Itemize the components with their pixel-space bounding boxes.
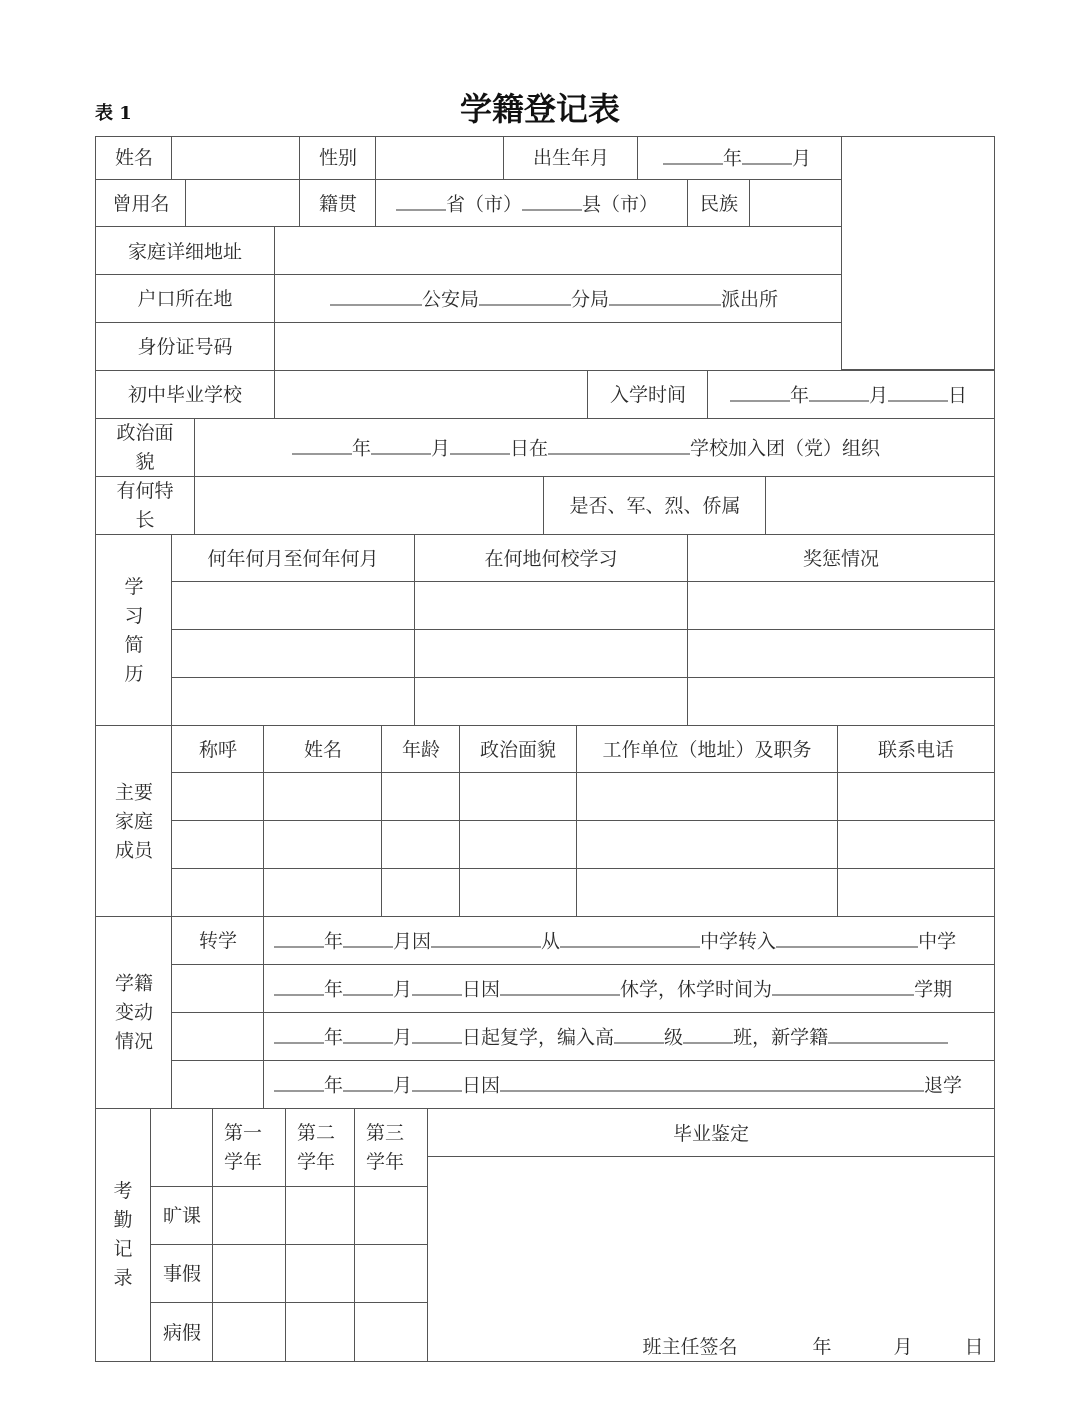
table-row[interactable] [459, 820, 578, 870]
table-row[interactable] [459, 868, 578, 918]
family-header-phone: 联系电话 [877, 739, 955, 761]
table-row[interactable] [263, 772, 383, 822]
table-row[interactable] [576, 820, 839, 870]
attendance-label: 考勤记录 [113, 1180, 133, 1289]
table-row[interactable] [687, 581, 995, 631]
address-label: 家庭详细地址 [127, 241, 243, 263]
attendance-corner-cell [150, 1108, 214, 1188]
native-place-label: 籍贯 [318, 193, 358, 215]
family-header-political: 政治面貌 [479, 739, 557, 761]
study-header-period: 何年何月至何年何月 [207, 548, 379, 570]
birth-label: 出生年月 [532, 147, 610, 169]
table-row[interactable] [381, 772, 461, 822]
family-header-age: 年龄 [401, 739, 441, 761]
study-history-label: 学习简历 [124, 576, 144, 685]
transfer-line: 年 月因 从 中学转入 中学 [274, 927, 956, 956]
attendance-sick-label: 病假 [162, 1322, 202, 1344]
birth-date-line: 年 月 [663, 144, 811, 173]
table-row[interactable] [459, 772, 578, 822]
graduation-label: 毕业鉴定 [672, 1123, 750, 1145]
table-row[interactable] [285, 1244, 356, 1304]
family-header-name: 姓名 [303, 739, 343, 761]
former-name-field[interactable] [185, 179, 301, 228]
status-change-label: 学籍变动情况 [114, 972, 153, 1053]
specialty-field[interactable] [194, 476, 545, 536]
table-row[interactable] [837, 868, 995, 918]
table-row[interactable] [171, 629, 416, 679]
table-row[interactable] [414, 629, 689, 679]
table-row[interactable] [354, 1302, 429, 1362]
table-row[interactable] [354, 1244, 429, 1304]
id-label: 身份证号码 [137, 336, 233, 358]
name-field[interactable] [171, 136, 301, 181]
hukou-label: 户口所在地 [137, 288, 233, 310]
table-row[interactable] [687, 677, 995, 727]
teacher-sign-label: 班主任签名 [642, 1336, 738, 1358]
ethnicity-label: 民族 [699, 193, 739, 215]
table-row[interactable] [381, 868, 461, 918]
resume-line: 年 月 日起复学，编入高 级 班，新学籍 [274, 1023, 948, 1052]
id-field[interactable] [274, 322, 842, 372]
family-header-work: 工作单位（地址）及职务 [602, 739, 812, 761]
table-row[interactable] [381, 820, 461, 870]
suspend-label-cell [171, 964, 265, 1014]
attendance-year3: 第三 学年 [365, 1122, 405, 1173]
table-row[interactable] [837, 772, 995, 822]
school-label: 初中毕业学校 [127, 384, 243, 406]
graduation-field[interactable] [427, 1156, 995, 1362]
table-row[interactable] [212, 1302, 287, 1362]
sign-year-label: 年 [812, 1336, 832, 1358]
attendance-absent-label: 旷课 [162, 1205, 202, 1227]
table-row[interactable] [354, 1186, 429, 1246]
table-row[interactable] [263, 820, 383, 870]
ethnicity-field[interactable] [749, 179, 842, 228]
political-line: 年 月 日在 学校加入团（党）组织 [292, 434, 880, 463]
table-row[interactable] [171, 677, 416, 727]
military-label: 是否、军、烈、侨属 [569, 495, 741, 517]
native-place-line: 省（市） 县（市） [396, 190, 658, 219]
dropout-line: 年 月 日因 退学 [274, 1071, 962, 1100]
table-row[interactable] [576, 868, 839, 918]
enroll-date-line: 年 月 日 [730, 381, 967, 410]
suspend-line: 年 月 日因 休学，休学时间为 学期 [274, 975, 952, 1004]
table-row[interactable] [171, 868, 265, 918]
table-row[interactable] [285, 1186, 356, 1246]
resume-label-cell [171, 1012, 265, 1062]
table-row[interactable] [285, 1302, 356, 1362]
name-label: 姓名 [114, 147, 154, 169]
hukou-line: 公安局 分局 派出所 [330, 285, 778, 314]
study-header-awards: 奖惩情况 [802, 548, 880, 570]
table-row[interactable] [687, 629, 995, 679]
table-row[interactable] [576, 772, 839, 822]
specialty-label: 有何特长 [116, 480, 174, 531]
dropout-label-cell [171, 1060, 265, 1110]
table-row[interactable] [171, 772, 265, 822]
table-row[interactable] [212, 1244, 287, 1304]
gender-field[interactable] [375, 136, 505, 181]
table-row[interactable] [171, 581, 416, 631]
transfer-label: 转学 [198, 930, 238, 952]
page-title: 学籍登记表 [459, 90, 621, 128]
family-label: 主要家庭成员 [114, 781, 153, 862]
sign-day-label: 日 [964, 1336, 984, 1358]
attendance-year2: 第二 学年 [296, 1122, 336, 1173]
table-row[interactable] [414, 677, 689, 727]
sign-month-label: 月 [893, 1336, 913, 1358]
attendance-personal-label: 事假 [162, 1263, 202, 1285]
family-header-relation: 称呼 [198, 739, 238, 761]
table-number: 表 1 [95, 103, 132, 124]
enroll-label: 入学时间 [609, 384, 687, 406]
table-row[interactable] [837, 820, 995, 870]
table-row[interactable] [263, 868, 383, 918]
political-label: 政治面貌 [116, 422, 174, 473]
photo-cell[interactable] [840, 136, 995, 370]
gender-label: 性别 [318, 147, 358, 169]
address-field[interactable] [274, 226, 842, 276]
attendance-year1: 第一 学年 [223, 1122, 263, 1173]
military-field[interactable] [765, 476, 995, 536]
former-name-label: 曾用名 [112, 193, 170, 215]
table-row[interactable] [212, 1186, 287, 1246]
table-row[interactable] [414, 581, 689, 631]
study-header-school: 在何地何校学习 [484, 548, 618, 570]
school-field[interactable] [274, 370, 589, 420]
table-row[interactable] [171, 820, 265, 870]
